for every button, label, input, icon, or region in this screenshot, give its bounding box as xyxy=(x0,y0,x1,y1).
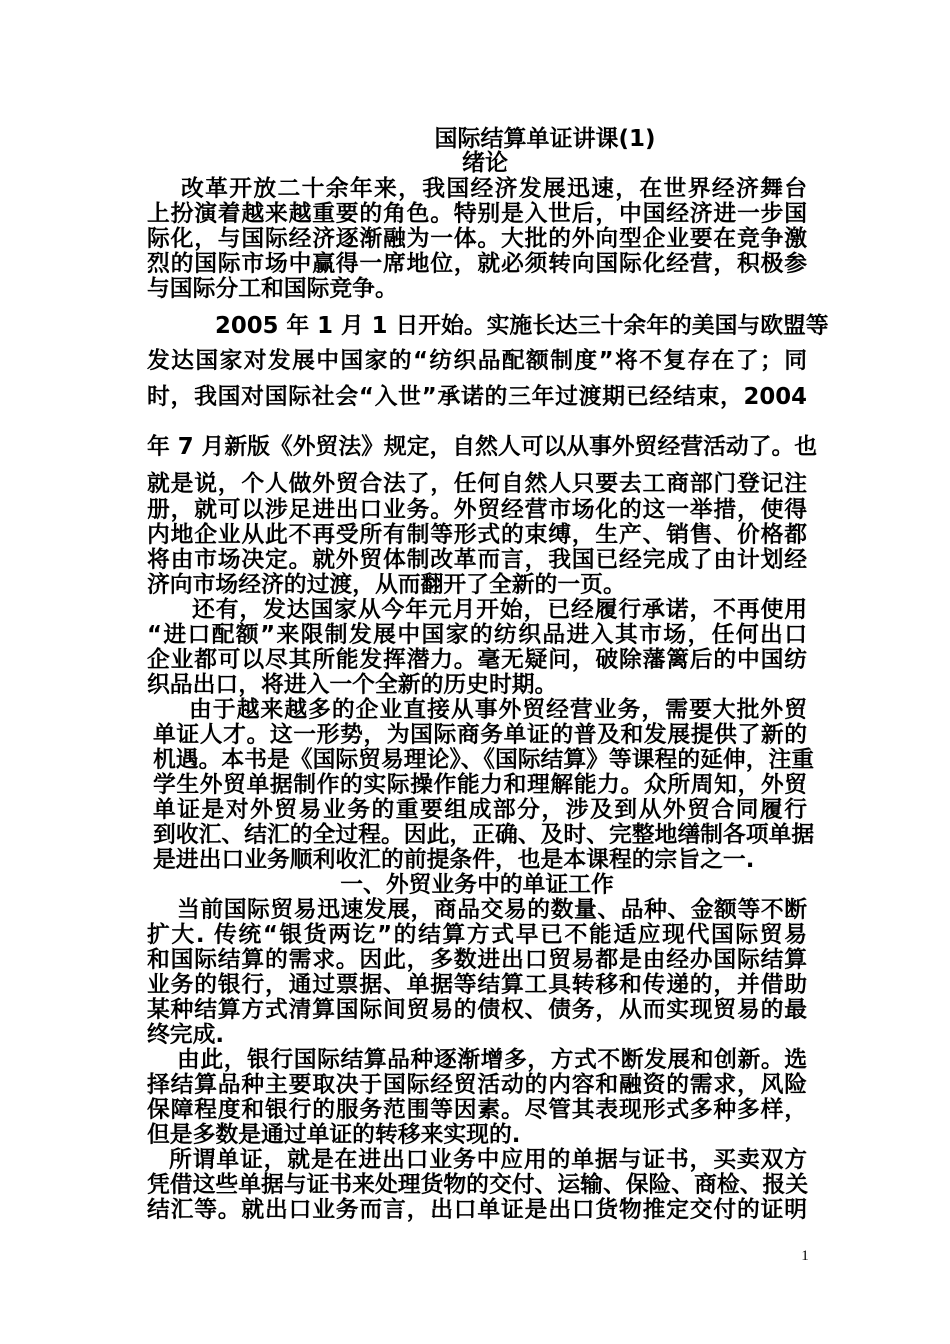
paragraph-2-line: 年 7 月新版《外贸法》规定，自然人可以从事外贸经营活动了。也 xyxy=(147,434,818,460)
paragraph-4-line: 由于越来越多的企业直接从事外贸经营业务，需要大批外贸 xyxy=(189,697,807,723)
paragraph-5-line: 终完成. xyxy=(147,1022,225,1048)
paragraph-4-line: 单证人才。这一形势，为国际商务单证的普及和发展提供了新的 xyxy=(153,722,807,748)
paragraph-2-line: 将由市场决定。就外贸体制改革而言，我国已经完成了由计划经 xyxy=(147,547,807,573)
paragraph-5-line: 和国际结算的需求。因此，多数进出口贸易都是由经办国际结算 xyxy=(147,947,807,973)
section-heading: 一、外贸业务中的单证工作 xyxy=(340,872,614,898)
paragraph-1-line: 与国际分工和国际竞争。 xyxy=(147,276,398,302)
paragraph-4-line: 学生外贸单据制作的实际操作能力和理解能力。众所周知，外贸 xyxy=(153,772,807,798)
paragraph-7-line: 凭借这些单据与证书来处理货物的交付、运输、保险、商检、报关 xyxy=(147,1172,809,1198)
page-number: 1 xyxy=(801,1248,809,1264)
page-subtitle: 绪论 xyxy=(462,150,508,176)
paragraph-6-line: 但是多数是通过单证的转移来实现的. xyxy=(147,1122,521,1148)
paragraph-5-line: 当前国际贸易迅速发展，商品交易的数量、品种、金额等不断 xyxy=(177,897,807,923)
paragraph-6-line: 择结算品种主要取决于国际经贸活动的内容和融资的需求，风险 xyxy=(147,1072,807,1098)
paragraph-2-line: 内地企业从此不再受所有制等形式的束缚，生产、销售、价格都 xyxy=(147,522,807,548)
paragraph-2-line: 济向市场经济的过渡，从而翻开了全新的一页。 xyxy=(147,572,626,598)
paragraph-2-line: 册，就可以涉足进出口业务。外贸经营市场化的这一举措，使得 xyxy=(147,497,807,523)
paragraph-4-line: 单证是对外贸易业务的重要组成部分，涉及到从外贸合同履行 xyxy=(153,797,807,823)
paragraph-2-line: 发达国家对发展中国家的“纺织品配额制度”将不复存在了；同 xyxy=(147,348,807,374)
paragraph-3-line: 织品出口，将进入一个全新的历史时期。 xyxy=(147,672,558,698)
paragraph-1-line: 改革开放二十余年来，我国经济发展迅速，在世界经济舞台 xyxy=(181,176,807,202)
paragraph-6-line: 由此，银行国际结算品种逐渐增多，方式不断发展和创新。选 xyxy=(177,1047,807,1073)
paragraph-3-line: 还有，发达国家从今年元月开始，已经履行承诺，不再使用 xyxy=(192,597,807,623)
paragraph-4-line: 到收汇、结汇的全过程。因此，正确、及时、完整地缮制各项单据 xyxy=(153,822,815,848)
paragraph-2-line: 2005 年 1 月 1 日开始。实施长达三十余年的美国与欧盟等 xyxy=(215,313,829,339)
paragraph-2-line: 时，我国对国际社会“入世”承诺的三年过渡期已经结束，2004 xyxy=(147,384,807,410)
paragraph-1-line: 烈的国际市场中赢得一席地位，就必须转向国际化经营，积极参 xyxy=(147,251,807,277)
paragraph-3-line: “进口配额”来限制发展中国家的纺织品进入其市场，任何出口 xyxy=(147,622,807,648)
paragraph-5-line: 某种结算方式清算国际间贸易的债权、债务，从而实现贸易的最 xyxy=(147,997,807,1023)
paragraph-6-line: 保障程度和银行的服务范围等因素。尽管其表现形式多种多样， xyxy=(147,1097,807,1123)
paragraph-4-line: 是进出口业务顺利收汇的前提条件，也是本课程的宗旨之一. xyxy=(153,847,755,873)
paragraph-1-line: 上扮演着越来越重要的角色。特别是入世后，中国经济进一步国 xyxy=(147,201,807,227)
page-title: 国际结算单证讲课(1) xyxy=(434,126,656,152)
paragraph-7-line: 所谓单证，就是在进出口业务中应用的单据与证书，买卖双方 xyxy=(169,1147,807,1173)
paragraph-5-line: 扩大. 传统“银货两讫”的结算方式早已不能适应现代国际贸易 xyxy=(147,922,807,948)
paragraph-1-line: 际化，与国际经济逐渐融为一体。大批的外向型企业要在竞争激 xyxy=(147,226,807,252)
paragraph-7-line: 结汇等。就出口业务而言，出口单证是出口货物推定交付的证明 xyxy=(147,1197,807,1223)
paragraph-3-line: 企业都可以尽其所能发挥潜力。毫无疑问，破除藩篱后的中国纺 xyxy=(147,647,807,673)
paragraph-2-line: 就是说，个人做外贸合法了，任何自然人只要去工商部门登记注 xyxy=(147,471,807,497)
paragraph-4-line: 机遇。本书是《国际贸易理论》、《国际结算》等课程的延伸，注重 xyxy=(153,747,815,773)
paragraph-5-line: 业务的银行，通过票据、单据等结算工具转移和传递的，并借助 xyxy=(147,972,807,998)
